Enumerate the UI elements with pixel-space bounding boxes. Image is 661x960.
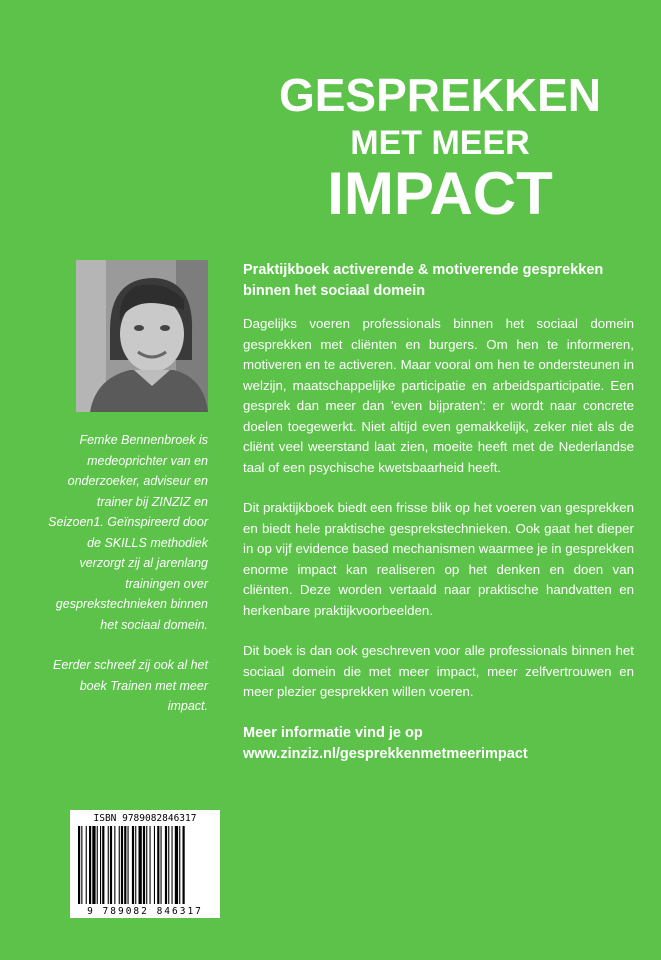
isbn-label: ISBN 9789082846317 [93,813,197,824]
blurb-lead: Praktijkboek activerende & motiverende gesprekken binnen het sociaal domein [243,262,604,299]
author-portrait-image [76,260,208,412]
author-photo [76,260,208,412]
barcode-bar [124,826,126,904]
barcode-bar [172,826,173,904]
more-info-label: Meer informatie vind je op [243,724,423,741]
blurb [243,260,634,765]
barcode-bar [128,826,129,904]
barcode-bar [157,826,159,904]
more-info [243,723,634,765]
barcode-bar [165,826,167,904]
barcode-bar [114,826,115,904]
barcode-bar [161,826,162,904]
blurb-paragraph-2: Dit praktijkboek biedt een frisse blik op het voeren van gesprekken en biedt hele praktische gesprekstechnieken. Ook gaat het dieper in op vijf evidence based mechanismen waarmee je in gesprekken enorme impact kan realiseren op het denken en doen van cliënten. Deze worden vertaald naar praktische handvatten en herkenbare praktijkvoorbeelden. [243,500,634,618]
title-line-1: GESPREKKEN [278,69,602,121]
barcode-bar [108,826,109,904]
barcode-bar [168,826,169,904]
barcode-bar [81,826,82,904]
blurb-paragraph-1: Dagelijks voeren professionals binnen het sociaal domein gesprekken met cliënten en burgers. Om hen te informeren, motiveren en te activeren. Maar vooral om hen te ondersteunen in welzijn, maatschappelijke participatie en arbeidsparticipatie. Een gesprek dan meer dan 'even bijpraten': er wordt naar concrete doelen toegewerkt. Niet altijd even gemakkelijk, zeker niet als de cliënt veel weerstand laat zien, moeite heeft met de Nederlandse taal of een psychische kwetsbaarheid heeft. [243,316,634,475]
more-info-url: www.zinziz.nl/gesprekkenmetmeerimpact [243,745,528,762]
title-line-3: IMPACT [327,160,553,227]
barcode-bar [119,826,120,904]
barcode-bar [92,826,95,904]
barcode-bar [139,826,142,904]
barcode-bar [121,826,123,904]
author-bio-paragraph-2: Eerder schreef zij ook al het boek Trainen met meer impact. [53,658,208,713]
barcode-bar [143,826,145,904]
barcode-bar [86,826,87,904]
barcode-bar [135,826,136,904]
blurb-paragraph-3: Dit boek is dan ook geschreven voor alle professionals binnen het sociaal domein die met meer impact, meer zelfvertrouwen en meer plezier gesprekken willen voeren. [243,643,634,699]
isbn-barcode [70,810,220,918]
barcode-bar [183,826,185,904]
barcode-bar [150,826,151,904]
barcode-bar [175,826,178,904]
barcode-bar [179,826,180,904]
title-line-2: MET MEER [350,124,530,162]
barcode-bar [100,826,101,904]
barcode-bar [89,826,91,904]
book-title [240,69,640,227]
isbn-digits: 9 789082 846317 [87,906,203,917]
author-bio-paragraph-1: Femke Bennenbroek is medeoprichter van en onderzoeker, adviseur en trainer bij ZINZIZ en Seizoen1. Geïnspireerd door de SKILLS methodiek verzorgt zij al jarenlang trainingen over gesprekstechnieken binnen het sociaal domein. [48,433,208,632]
barcode-bars [78,826,212,904]
author-bio [44,430,208,737]
barcode-bar [102,826,104,904]
barcode-bar [110,826,112,904]
barcode-bar [78,826,80,904]
barcode-bar [97,826,98,904]
barcode-bar [132,826,134,904]
barcode-bar [146,826,147,904]
barcode-bar [154,826,155,904]
